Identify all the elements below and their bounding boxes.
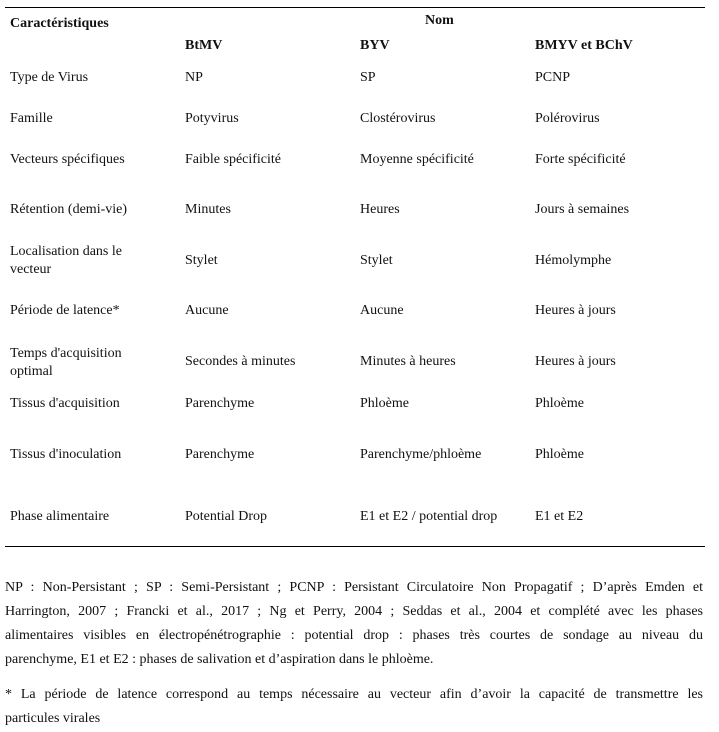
footnote-line: Harrington, 2007 ; Francki et al., 2017 ; Ng et Perry, 2004 ; Seddas et al., 2004 et complété avec les phases [5,604,703,619]
table-cell: Polérovirus [535,111,600,126]
table-cell: Forte spécificité [535,152,626,167]
table-cell: SP [360,70,376,85]
table-cell: Secondes à minutes [185,354,296,369]
row-label: Temps d'acquisition [10,346,122,361]
table-bottom-rule [5,546,705,547]
table-cell: Parenchyme/phloème [360,447,482,462]
table-cell: Parenchyme [185,396,255,411]
table-cell: Phloème [535,447,584,462]
table-cell: E1 et E2 / potential drop [360,509,498,524]
table-cell: Aucune [360,303,404,318]
header-col-btmv: BtMV [185,38,223,53]
row-label: Type de Virus [10,70,89,85]
table-cell: Minutes à heures [360,354,456,369]
table-cell: Aucune [185,303,229,318]
table-cell: Parenchyme [185,447,255,462]
row-label: vecteur [10,262,52,277]
row-label: Localisation dans le [10,244,122,259]
header-col-byv: BYV [360,38,390,53]
table-cell: E1 et E2 [535,509,584,524]
header-first-column: Caractéristiques [10,16,109,31]
table-cell: Moyenne spécificité [360,152,474,167]
table-cell: Hémolymphe [535,253,612,268]
table-cell: Phloème [535,396,584,411]
table-cell: Jours à semaines [535,202,630,217]
table-cell: Faible spécificité [185,152,282,167]
row-label: Phase alimentaire [10,509,110,524]
table-cell: Stylet [360,253,393,268]
footnote-line: alimentaires visibles en électropénétrographie : potential drop : phases très courtes de sondage au niveau du [5,628,703,643]
table-cell: Potential Drop [185,509,268,524]
table-top-rule [5,7,705,8]
table-cell: Phloème [360,396,409,411]
footnote-line: * La période de latence correspond au temps nécessaire au vecteur afin d’avoir la capacité de transmettre les [5,687,703,702]
row-label: Tissus d'acquisition [10,396,120,411]
table-cell: Clostérovirus [360,111,436,126]
table-cell: PCNP [535,70,571,85]
abbreviations-footnote [5,576,703,672]
row-label: Vecteurs spécifiques [10,152,125,167]
footnote-line: particules virales [5,711,101,726]
latence-footnote [5,683,703,731]
footnote-line: parenchyme, E1 et E2 : phases de salivation et d’aspiration dans le phloème. [5,652,434,667]
table-cell: Stylet [185,253,218,268]
table-cell: Heures [360,202,400,217]
footnote-line: NP : Non-Persistant ; SP : Semi-Persistant ; PCNP : Persistant Circulatoire Non Propagatif ; D’après Emden et [5,580,703,595]
row-label: Famille [10,111,53,126]
table-cell: Heures à jours [535,303,616,318]
table-cell: NP [185,70,203,85]
table-cell: Potyvirus [185,111,239,126]
table-cell: Heures à jours [535,354,616,369]
header-col-bmyv-bchv: BMYV et BChV [535,38,633,53]
table-cell: Minutes [185,202,231,217]
row-label: optimal [10,364,53,379]
header-group-nom: Nom [425,13,454,28]
row-label: Tissus d'inoculation [10,447,122,462]
row-label: Période de latence* [10,303,120,318]
row-label: Rétention (demi-vie) [10,202,128,217]
